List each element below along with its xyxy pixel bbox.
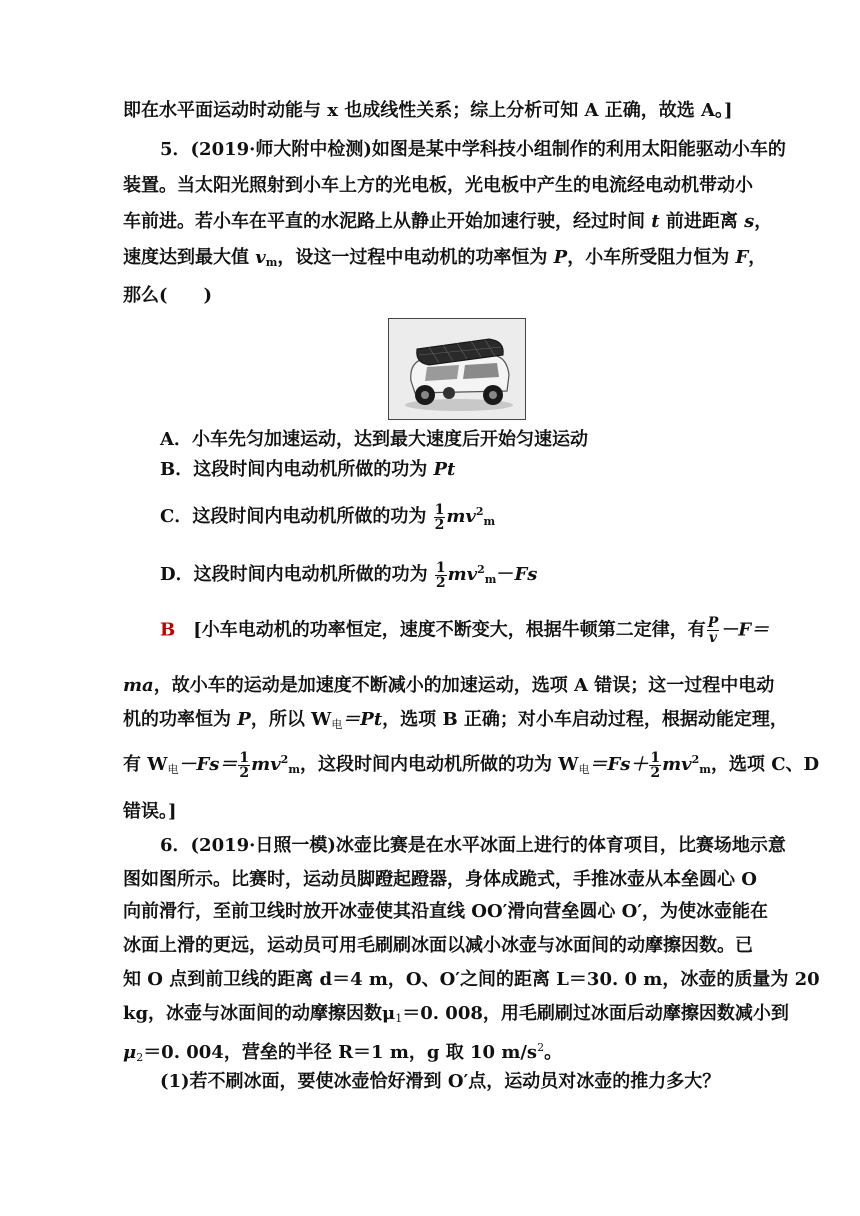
answer-line-4: 有 $W_电-Fs=$ $\frac{1}{2}$ $mv^2_m$，这段时间内电动机所做的功为 $W_电=Fs+$ $\frac{1}{2}$ $mv^2_m$，选项 C、D bbox=[123, 749, 820, 781]
answer-line-5: 错误。] bbox=[123, 801, 177, 822]
fraction-half: $\frac{1}{2}$ bbox=[434, 501, 445, 533]
question-6-line-1: 6．(2019·日照一模)冰壶比赛是在水平冰面上进行的体育项目，比赛场地示意 bbox=[160, 835, 786, 856]
question-number: 6．(2019·日照一模) bbox=[160, 835, 336, 856]
answer-line-1: B [小车电动机的功率恒定，速度不断变大，根据牛顿第二定律，有 $\frac{P}{v}$ －F＝ bbox=[160, 615, 770, 646]
answer-letter: B bbox=[160, 619, 176, 641]
question-6-line-6: kg，冰壶与冰面间的动摩擦因数$\mu_1=0$. 008，用毛刷刷过冰面后动摩擦因数减小到 bbox=[123, 1003, 789, 1025]
fraction-p-over-v: $\frac{P}{v}$ bbox=[707, 615, 719, 646]
question-5-line-3: 车前进。若小车在平直的水泥路上从静止开始加速行驶，经过时间 t 前进距离 s， bbox=[123, 211, 773, 232]
question-5-line-1: 5．(2019·师大附中检测)如图是某中学科技小组制作的利用太阳能驱动小车的 bbox=[160, 139, 786, 160]
question-6-line-4: 冰面上滑的更远，运动员可用毛刷刷冰面以减小冰壶与冰面间的动摩擦因数。已 bbox=[123, 935, 753, 956]
option-c: C．这段时间内电动机所做的功为 $\frac{1}{2}$ $mv^2_m$ bbox=[160, 501, 496, 533]
solar-car-image bbox=[388, 318, 526, 420]
question-6-subquestion-1: (1)若不刷冰面，要使冰壶恰好滑到 O′点，运动员对冰壶的推力多大？ bbox=[160, 1071, 721, 1092]
question-number: 5．(2019·师大附中检测) bbox=[160, 139, 372, 160]
question-6-line-3: 向前滑行，至前卫线时放开冰壶使其沿直线 OO′滑向营垒圆心 O′，为使冰壶能在 bbox=[123, 901, 769, 922]
answer-line-2: ma，故小车的运动是加速度不断减小的加速运动，选项 A 错误；这一过程中电动 bbox=[123, 675, 775, 696]
option-a: A．小车先匀加速运动，达到最大速度后开始匀速运动 bbox=[160, 429, 588, 450]
question-6-line-7: $\mu_2=0$. 004，营垒的半径 R＝1 m，g 取 10 $m/s^2$。 bbox=[123, 1041, 563, 1064]
answer-line-3: 机的功率恒为 P，所以 $W_电=Pt$，选项 B 正确；对小车启动过程，根据动能定理， bbox=[123, 709, 788, 731]
option-d: D．这段时间内电动机所做的功为 $\frac{1}{2}$ $mv^2_m-Fs$ bbox=[160, 559, 538, 591]
fraction-half: $\frac{1}{2}$ bbox=[239, 749, 250, 781]
fraction-half: $\frac{1}{2}$ bbox=[650, 749, 661, 781]
solar-car-icon bbox=[389, 319, 525, 419]
option-b: B．这段时间内电动机所做的功为 Pt bbox=[160, 459, 456, 480]
text-line: 即在水平面运动时动能与 x 也成线性关系；综上分析可知 A 正确，故选 A。] bbox=[123, 100, 733, 121]
question-6-line-5: 知 O 点到前卫线的距离 d＝4 m，O、O′之间的距离 L＝30. 0 m，冰壶的质量为 20 bbox=[123, 969, 820, 990]
question-6-line-2: 图如图所示。比赛时，运动员脚蹬起蹬器，身体成跪式，手推冰壶从本垒圆心 O bbox=[123, 869, 757, 890]
question-5-line-5: 那么( ) bbox=[123, 285, 213, 306]
fraction-half: $\frac{1}{2}$ bbox=[435, 559, 446, 591]
question-5-line-4: 速度达到最大值 $v_m$，设这一过程中电动机的功率恒为 P，小车所受阻力恒为 F， bbox=[123, 247, 767, 269]
question-5-line-2: 装置。当太阳光照射到小车上方的光电板，光电板中产生的电流经电动机带动小 bbox=[123, 175, 753, 196]
